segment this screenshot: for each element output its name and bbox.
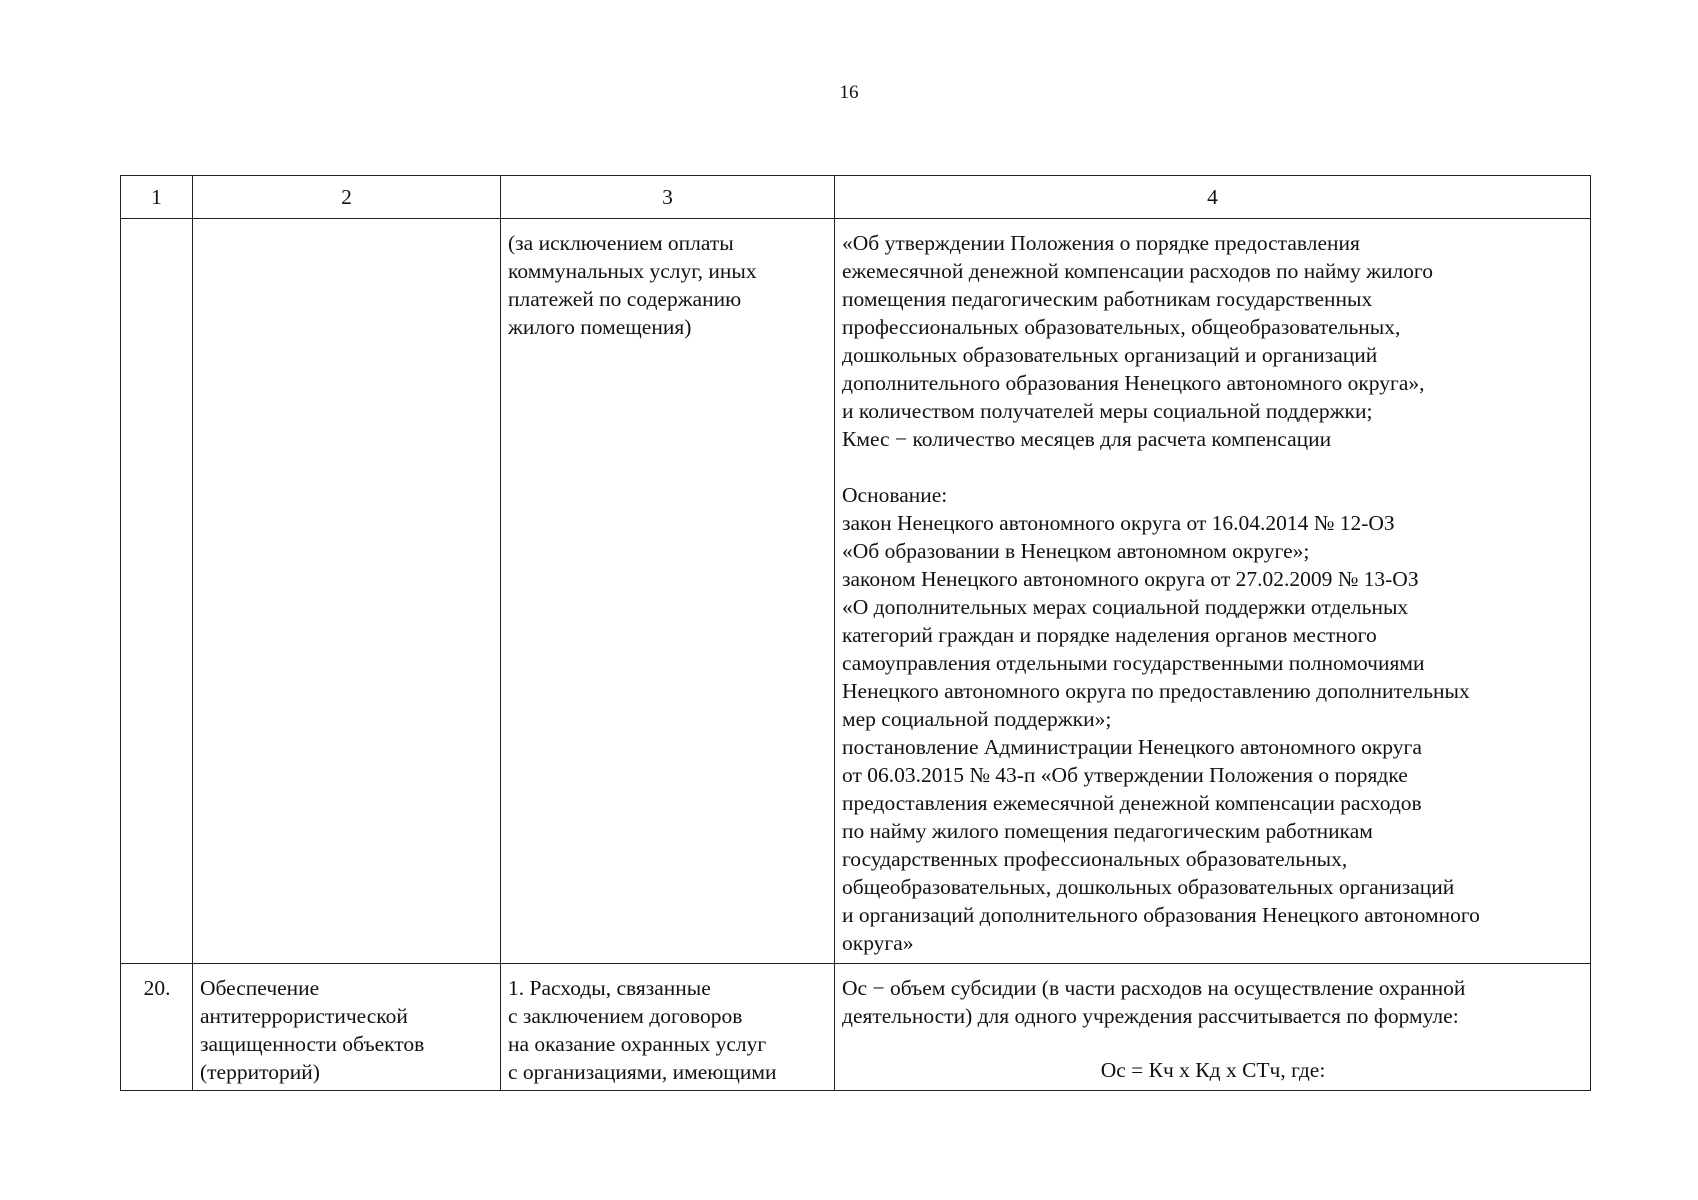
paragraph-gap bbox=[842, 453, 1584, 481]
basis-paragraph: Основание: закон Ненецкого автономного округа от 16.04.2014 № 12-ОЗ «Об образовании в Ненецком автономном округе»; законом Ненецкого автономного округа от 27.02.2009 № 13-ОЗ «О дополнительных мерах социальной поддержки отдельных категорий граждан и порядке наделения органов местного самоуправления отдельными государственными полномочиями Ненецкого автономного округа по предоставлению дополнительных мер социальной поддержки»; постановление Администрации Ненецкого автономного округа от 06.03.2015 № 43-п «Об утверждении Положения о порядке предоставления ежемесячной денежной компенсации расходов по найму жилого помещения педагогическим работникам государственных профессиональных образовательных, общеобразовательных, дошкольных образовательных организаций и организаций дополнительного образования Ненецкого автономного округа» bbox=[842, 483, 1480, 955]
table-row bbox=[121, 219, 1591, 964]
row-calculation-method bbox=[835, 219, 1591, 964]
row-item-name bbox=[193, 219, 501, 964]
table-row bbox=[121, 964, 1591, 1091]
header-col-2: 2 bbox=[193, 176, 501, 219]
table-header-row bbox=[121, 176, 1591, 219]
formula: Ос = Кч х Кд х СТч, где: bbox=[1100, 1058, 1326, 1082]
header-col-1: 1 bbox=[121, 176, 193, 219]
header-col-4: 4 bbox=[835, 176, 1591, 219]
row-expenses: 1. Расходы, связанные с заключением договоров на оказание охранных услуг с организациями, имеющими bbox=[501, 964, 835, 1091]
subsidy-calculation-table bbox=[120, 175, 1591, 1091]
method-paragraph: Ос − объем субсидии (в части расходов на осуществление охранной деятельности) для одного учреждения рассчитывается по формуле: bbox=[842, 976, 1466, 1028]
row-item-name: Обеспечение антитеррористической защищенности объектов (территорий) bbox=[193, 964, 501, 1091]
row-expenses: (за исключением оплаты коммунальных услуг, иных платежей по содержанию жилого помещения) bbox=[501, 219, 835, 964]
row-number: 20. bbox=[121, 964, 193, 1091]
method-paragraph: «Об утверждении Положения о порядке предоставления ежемесячной денежной компенсации расходов по найму жилого помещения педагогическим работникам государственных профессиональных образовательных, общеобразовательных, дошкольных образовательных организаций и организаций дополнительного образования Ненецкого автономного округа», и количеством получателей меры социальной поддержки; Кмес − количество месяцев для расчета компенсации bbox=[842, 231, 1433, 451]
row-calculation-method bbox=[835, 964, 1591, 1091]
header-col-3: 3 bbox=[501, 176, 835, 219]
page-number: 16 bbox=[839, 82, 859, 103]
row-number bbox=[121, 219, 193, 964]
